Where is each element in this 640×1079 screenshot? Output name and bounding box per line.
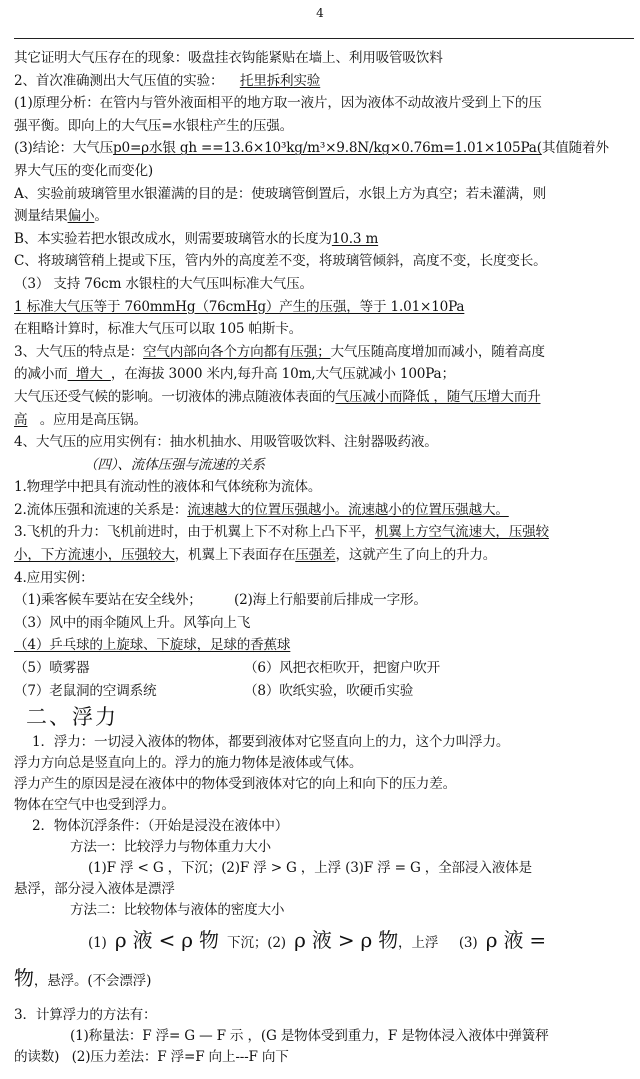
text-line <box>14 921 634 962</box>
text-span: ，这就产生了向上的升力。 <box>335 547 497 564</box>
list-item: (2)海上行船要前后排成一字形。 <box>234 592 427 609</box>
list-item: （5）喷雾器 <box>14 660 90 677</box>
text-span: 2、首次准确测出大气压值的实验： <box>14 72 224 89</box>
text-line: （3） 支持 76cm 水银柱的大气压叫标准大气压。 <box>14 275 313 292</box>
text-line: 其它证明大气压存在的现象：吸盘挂衣钩能紧贴在墙上、利用吸管吸饮料 <box>14 50 443 66</box>
underlined-answer: 10.3 m <box>331 230 379 247</box>
section-heading: 二、浮力 <box>26 705 118 730</box>
underlined-answer: 小，下方流速小，压强较大 <box>14 547 175 564</box>
text-span: B、本实验若把水银改成水，则需要玻璃管水的长度为 <box>14 230 332 247</box>
text-line: 悬浮，部分浸入液体是漂浮 <box>14 881 175 898</box>
text-line: 方法一：比较浮力与物体重力大小 <box>70 839 271 856</box>
text-line: 界大气压的变化而变化) <box>14 162 154 179</box>
density-formula: ρ 液 > ρ 物 <box>294 928 399 953</box>
text-span: ，悬浮。(不会漂浮) <box>33 973 152 990</box>
text-span: 。应用是高压锅。 <box>27 411 147 428</box>
text-line <box>14 409 634 432</box>
text-line: 2．物体沉浮条件：（开始是浸没在液体中） <box>32 818 289 835</box>
text-line: 1 标准大气压等于 760mmHg（76cmHg）产生的压强，等于 1.01×10Pa <box>14 298 465 315</box>
text-line <box>14 680 634 703</box>
list-item: （6）风把衣柜吹开，把窗户吹开 <box>244 660 440 677</box>
text-line <box>14 363 634 386</box>
text-span: 3.飞机的升力：飞机前进时，由于机翼上下不对称上凸下平， <box>14 524 375 541</box>
text-line: (1)F 浮 < G ，下沉；(2)F 浮 > G ，上浮 (3)F 浮 = G ，全部浸入液体是 <box>88 860 532 877</box>
text-line: 强平衡。即向上的大气压=水银柱产生的压强。 <box>14 117 294 134</box>
text-line: 4.应用实例： <box>14 569 94 586</box>
text-line: 浮力产生的原因是浸在液体中的物体受到液体对它的向上和向下的压力差。 <box>14 776 456 793</box>
formula: p0=ρ水银 gh ==13.6×10³kg/m³×9.8N/kg×0.76m=1.01×105Pa( <box>113 140 542 157</box>
section-subheading: （四）、流体压强与流速的关系 <box>84 456 265 473</box>
text-line <box>14 228 634 251</box>
text-span: 3、大气压的特点是： <box>14 343 143 360</box>
text-line <box>14 70 634 93</box>
underlined-answer: 高 <box>14 411 28 428</box>
text-line: (1)原理分析：在管内与管外液面相平的地方取一液片，因为液体不动故液片受到上下的压 <box>14 95 542 112</box>
text-span: (1) <box>88 935 115 952</box>
text-line: 3．计算浮力的方法有： <box>14 1007 157 1024</box>
text-span: ，机翼上下表面存在 <box>174 547 296 564</box>
text-line: (1)称量法：F 浮= G — F 示 ，(G 是物体受到重力，F 是物体浸入液体中弹簧秤 <box>70 1028 549 1045</box>
text-line <box>14 544 634 567</box>
text-line: 4、大气压的应用实例有：抽水机抽水、用吸管吸饮料、注射器吸药液。 <box>14 434 438 451</box>
underlined-answer: 压强差 <box>295 547 336 564</box>
text-line: （3）风中的雨伞随风上升。风筝向上飞 <box>14 614 251 631</box>
page-content <box>14 47 634 1068</box>
text-line <box>14 657 634 680</box>
text-span: 2.流体压强和流速的关系是： <box>14 501 188 518</box>
text-line <box>14 521 634 544</box>
list-item: （7）老鼠洞的空调系统 <box>14 682 157 699</box>
text-span: 。 <box>94 208 108 225</box>
text-line <box>14 499 634 522</box>
text-line <box>14 962 634 997</box>
text-line: 物体在空气中也受到浮力。 <box>14 797 175 814</box>
density-formula: ρ 液 < ρ 物 <box>114 928 219 953</box>
list-item: （8）吹纸实验，吹硬币实验 <box>244 682 414 699</box>
underlined-answer: 机翼上方空气流速大，压强较 <box>374 524 549 541</box>
page-number: 4 <box>316 6 324 20</box>
underlined-answer: 增大 <box>67 366 111 383</box>
text-line <box>14 341 634 364</box>
text-span: ，在海拔 3000 米内,每升高 10m,大气压就减小 100Pa； <box>110 366 455 383</box>
text-line: A、实验前玻璃管里水银灌满的目的是：使玻璃管倒置后，水银上方为真空；若未灌满，则 <box>14 185 546 202</box>
underlined-answer: 气压减小而降低 ，随气压增大而升 <box>335 388 541 405</box>
underlined-answer: 空气内部向各个方向都有压强； <box>143 343 331 360</box>
text-line <box>14 386 634 409</box>
text-line <box>14 589 634 612</box>
text-span: 下沉；(2) <box>218 935 295 952</box>
text-line: 1.物理学中把具有流动性的液体和气体统称为流体。 <box>14 479 322 496</box>
density-formula: 物 <box>14 966 34 991</box>
text-span: 的减小而 <box>14 366 68 383</box>
text-span: ，上浮 (3) <box>398 935 486 952</box>
text-line: （4）乒乓球的上旋球、下旋球，足球的香蕉球 <box>14 637 291 654</box>
text-span: 大气压随高度增加而减小，随着高度 <box>330 343 545 360</box>
text-line: 的读数) (2)压力差法：F 浮=F 向上---F 向下 <box>14 1049 289 1066</box>
text-span: 其值随着外 <box>541 140 609 157</box>
underlined-answer: 偏小 <box>67 208 95 225</box>
text-span: 测量结果 <box>14 208 68 225</box>
underlined-answer: 流速越大的位置压强越小。流速越小的位置压强越大。 <box>187 501 509 518</box>
density-formula: ρ 液 = <box>485 928 546 953</box>
text-line: 在粗略计算时，标准大气压可以取 105 帕斯卡。 <box>14 321 303 338</box>
text-line: 1．浮力：一切浸入液体的物体，都要到液体对它竖直向上的力，这个力叫浮力。 <box>32 734 510 751</box>
text-line <box>14 137 634 160</box>
text-line <box>14 205 634 228</box>
text-line: 浮力方向总是竖直向上的。浮力的施力物体是液体或气体。 <box>14 755 363 772</box>
header-rule <box>14 38 634 39</box>
text-line: 方法二：比较物体与液体的密度大小 <box>70 902 285 919</box>
text-span: (3)结论：大气压 <box>14 140 114 157</box>
list-item: （1)乘客候车要站在安全线外； <box>14 592 202 609</box>
text-line: C、将玻璃管稍上提或下压，管内外的高度差不变，将玻璃管倾斜，高度不变，长度变长。 <box>14 253 547 270</box>
text-span: 大气压还受气候的影响。一切液体的沸点随液体表面的 <box>14 388 336 405</box>
underlined-answer: 托里拆利实验 <box>239 72 321 89</box>
